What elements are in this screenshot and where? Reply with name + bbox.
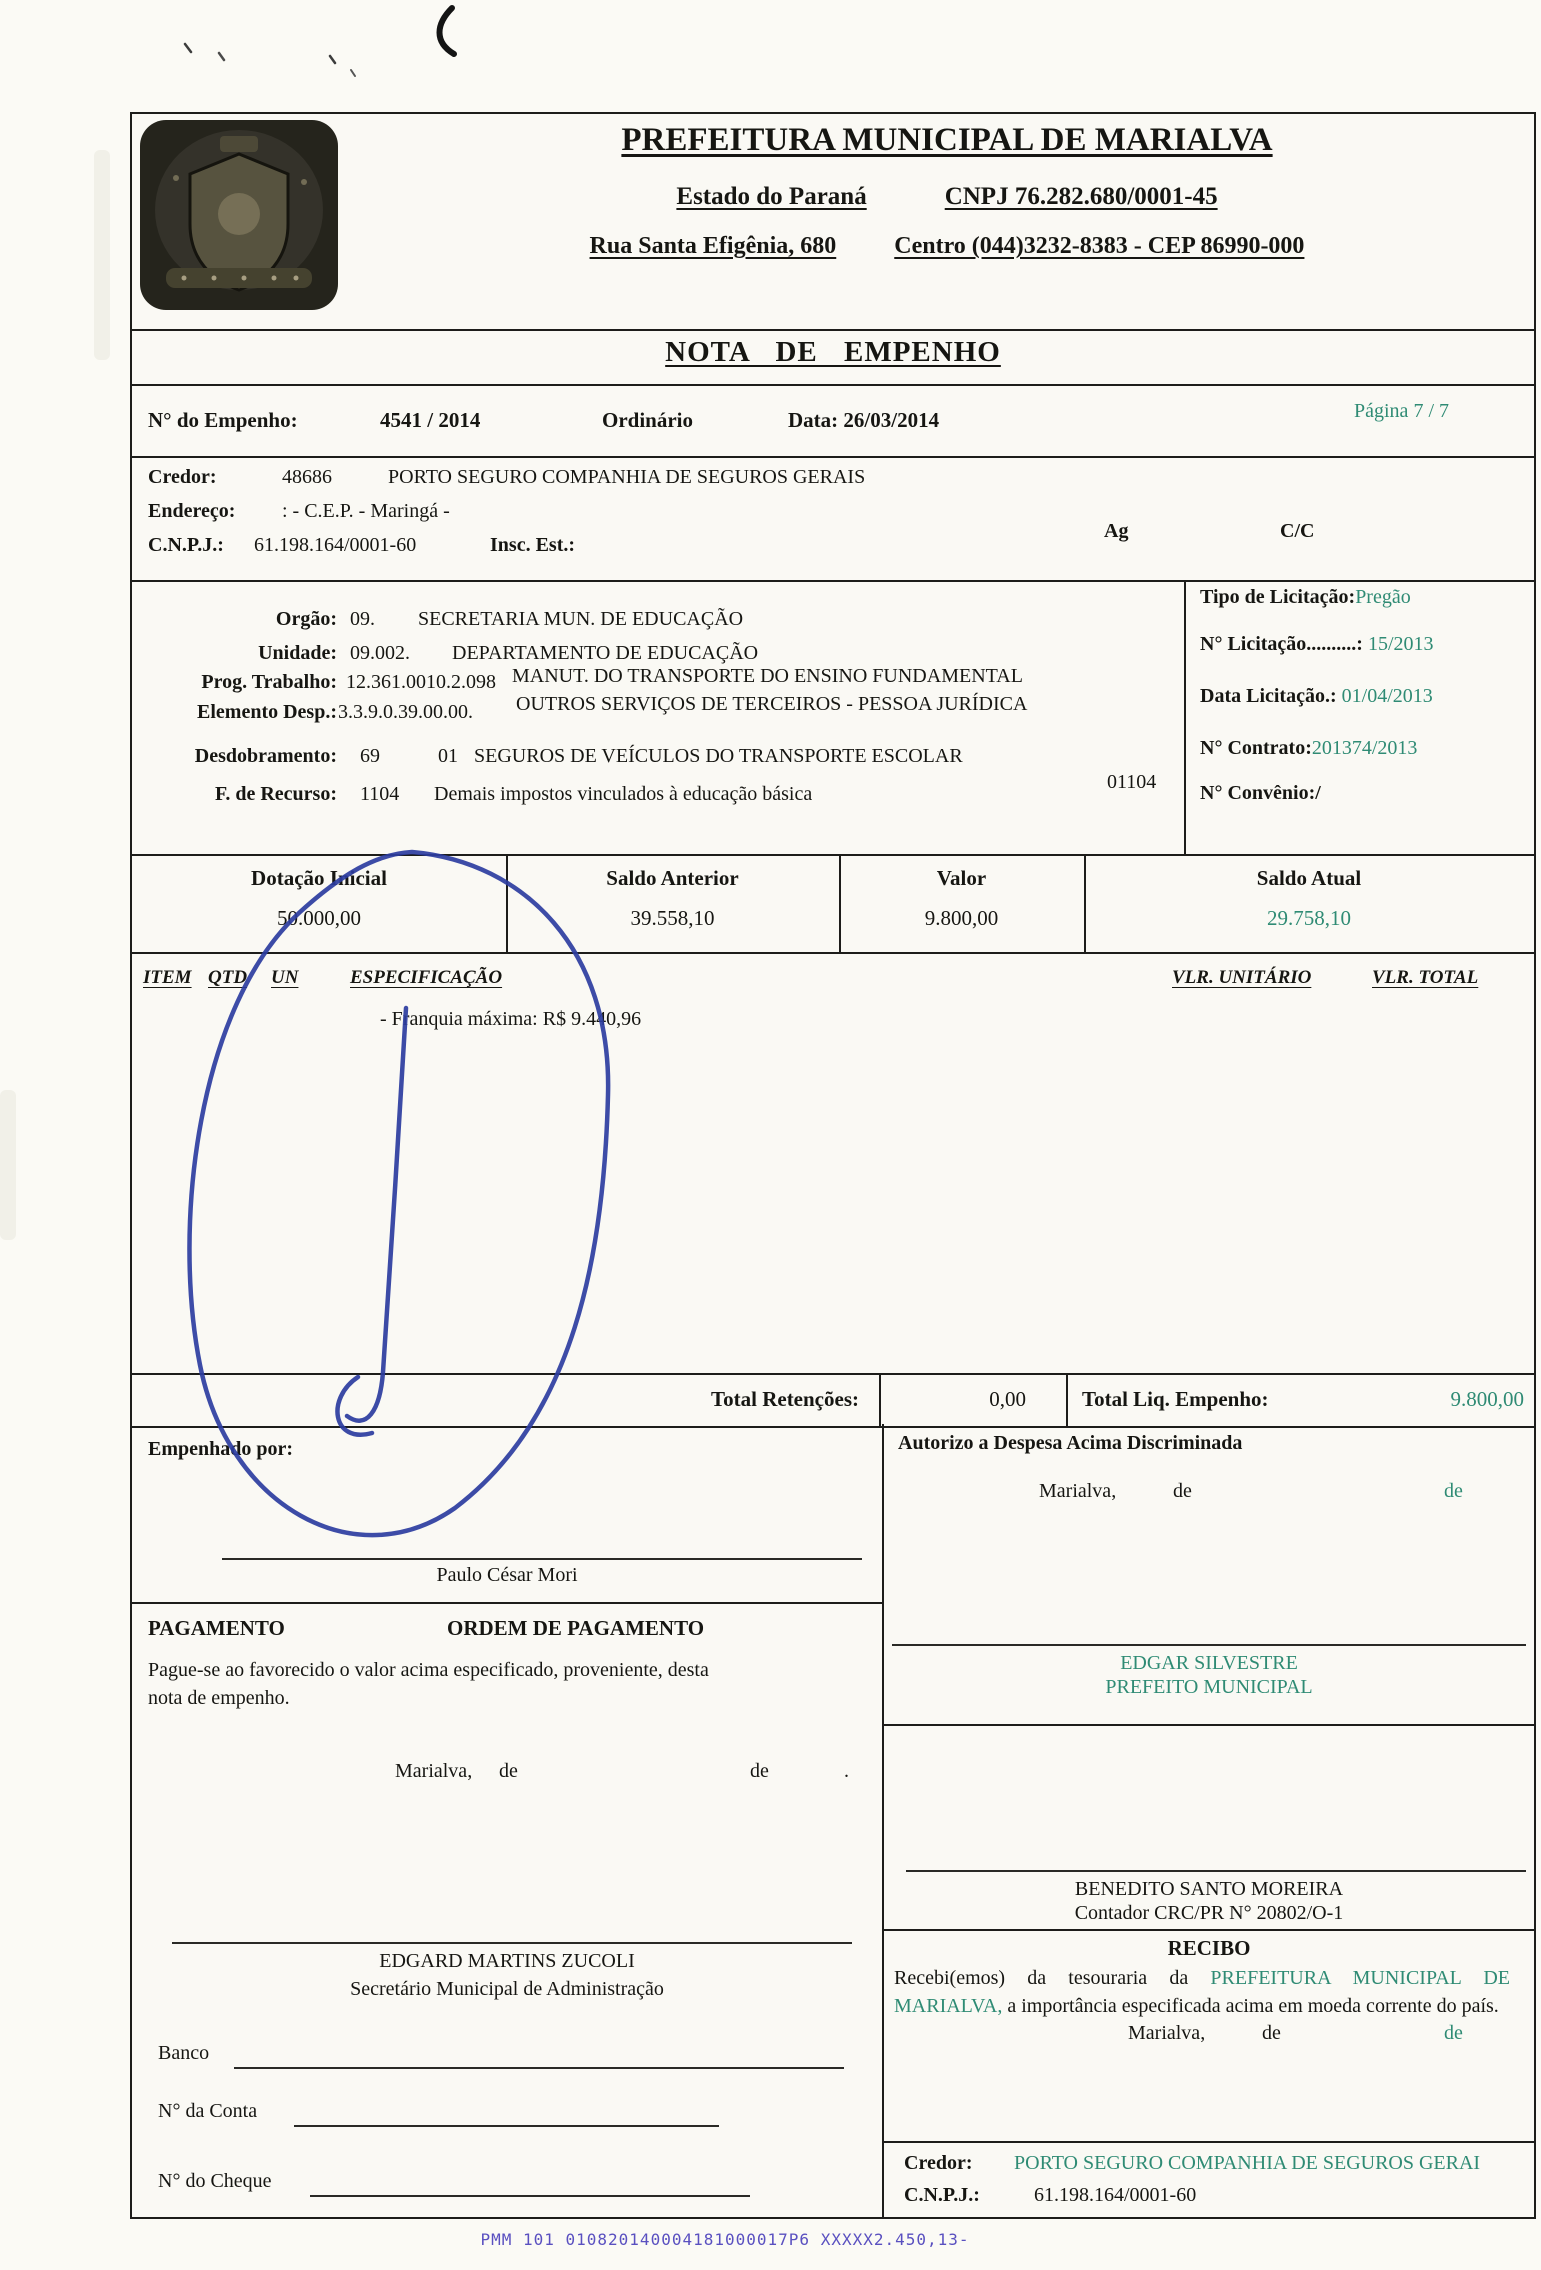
conta-blank-line <box>294 2125 719 2127</box>
credor-footer-value: PORTO SEGURO COMPANHIA DE SEGUROS GERAI <box>1014 2152 1481 2174</box>
contador-top-border <box>884 1724 1534 1726</box>
contrato-value: 201374/2013 <box>1311 737 1418 759</box>
budget-row-desdobramento <box>132 745 1172 775</box>
scan-smudge <box>0 1090 16 1240</box>
autorizo-title: Autorizo a Despesa Acima Discriminada <box>898 1432 1243 1454</box>
secretario-name: EDGARD MARTINS ZUCOLI <box>379 1950 635 1972</box>
empenho-number-label: N° do Empenho: <box>148 408 298 432</box>
prefeito-title: PREFEITO MUNICIPAL <box>1105 1676 1313 1698</box>
empenhado-name: Paulo César Mori <box>436 1564 578 1586</box>
document-frame <box>130 112 1536 2219</box>
budget-row-elemento <box>132 693 1172 731</box>
totals-row <box>132 1373 1534 1428</box>
agencia-label: Ag <box>1104 520 1129 542</box>
prefeito-name: EDGAR SILVESTRE <box>1120 1652 1298 1674</box>
licitacao-tipo-value: Pregão <box>1355 586 1411 608</box>
empenho-number-value: 4541 / 2014 <box>380 408 481 432</box>
recibo-text-pre: Recebi(emos) da tesouraria da <box>894 1967 1211 1989</box>
letterhead <box>372 122 1522 260</box>
secretario-title: Secretário Municipal de Administração <box>350 1978 664 2000</box>
empenho-date: Data: 26/03/2014 <box>788 408 940 432</box>
licitacao-data-value: 01/04/2013 <box>1341 685 1433 707</box>
scan-smudge <box>94 150 110 360</box>
total-liq-label: Total Liq. Empenho: <box>1082 1387 1269 1411</box>
prefeito-signature-line <box>892 1644 1526 1646</box>
cnpj-label: C.N.P.J.: <box>148 534 224 556</box>
licitacao-tipo-row <box>1200 586 1411 609</box>
city-phone-cep: Centro (044)3232-8383 - CEP 86990-000 <box>894 233 1305 259</box>
contador-title: Contador CRC/PR N° 20802/O-1 <box>1074 1902 1344 1924</box>
recibo-text <box>894 1964 1510 2020</box>
empenhado-por-label: Empenhado por: <box>148 1438 294 1460</box>
municipality-title-text: PREFEITURA MUNICIPAL DE MARIALVA <box>621 122 1273 158</box>
credor-code: 48686 <box>282 466 332 488</box>
ordem-pagamento-title: ORDEM DE PAGAMENTO <box>447 1616 705 1640</box>
banco-blank-line <box>234 2067 844 2069</box>
licitacao-tipo-label: Tipo de Licitação: <box>1200 586 1356 608</box>
budget-desc: Demais impostos vinculados à educação básica <box>434 783 813 805</box>
doc-title: NOTA DE EMPENHO <box>665 336 1001 368</box>
budget-code2: 01 <box>438 745 458 767</box>
item-franquia-note: - Franquia máxima: R$ 9.440,96 <box>380 1008 642 1030</box>
budget-label: Prog. Trabalho: <box>201 671 337 693</box>
credor-name: PORTO SEGURO COMPANHIA DE SEGUROS GERAIS <box>388 466 866 488</box>
budget-code: 69 <box>360 745 380 767</box>
credor-label: Credor: <box>148 466 217 488</box>
credor-footer-label: Credor: <box>904 2152 973 2174</box>
budget-desc: SEGUROS DE VEÍCULOS DO TRANSPORTE ESCOLAR <box>474 745 963 767</box>
contador-name: BENEDITO SANTO MOREIRA <box>1074 1878 1344 1900</box>
letterhead-line2 <box>372 183 1522 211</box>
endereco-label: Endereço: <box>148 500 236 522</box>
bottom-left-column <box>132 1424 884 2217</box>
dot-mark: . <box>844 1760 849 1782</box>
header-section <box>132 114 1534 384</box>
de-word: de <box>1262 2022 1281 2044</box>
amounts-value-saldo-atual: 29.758,10 <box>1267 906 1351 930</box>
budget-desc: DEPARTAMENTO DE EDUCAÇÃO <box>452 642 759 664</box>
items-col-vlr-total: VLR. TOTAL <box>1372 967 1479 988</box>
empenho-type: Ordinário <box>602 408 694 432</box>
totals-divider <box>1066 1375 1068 1426</box>
page-value: 7 / 7 <box>1413 400 1449 422</box>
de-word: de <box>1173 1480 1192 1502</box>
state-label: Estado do Paraná <box>676 183 867 210</box>
licitacao-num-value: 15/2013 <box>1367 633 1434 655</box>
recibo-text-post: a importância especificada acima em moeda corrente do país. <box>1002 1995 1499 2017</box>
items-col-qtd: QTD <box>208 967 248 988</box>
contrato-label: N° Contrato: <box>1200 737 1312 759</box>
pagamento-top-border <box>132 1602 882 1604</box>
amounts-header-saldo-anterior: Saldo Anterior <box>606 866 739 890</box>
pen-marks <box>150 0 570 100</box>
insc-est-label: Insc. Est.: <box>490 534 576 556</box>
num-conta-label: N° da Conta <box>158 2100 258 2122</box>
amounts-value-valor: 9.800,00 <box>924 906 999 930</box>
conta-corrente-label: C/C <box>1280 520 1315 542</box>
items-col-especificacao: ESPECIFICAÇÃO <box>350 967 503 988</box>
banco-label: Banco <box>158 2042 210 2064</box>
contrato-row <box>1200 737 1417 760</box>
credor-footer-border <box>884 2141 1534 2143</box>
budget-row-orgao <box>132 608 1172 638</box>
budget-code: 3.3.9.0.39.00.00. <box>338 701 473 723</box>
bottom-section <box>132 1424 1534 2217</box>
recibo-text-highlight: PREFEITURA MUNICIPAL DE MARIALVA, <box>894 1967 1510 2017</box>
cnpj-footer-label: C.N.P.J.: <box>904 2184 980 2206</box>
total-liq-value: 9.800,00 <box>1450 1387 1524 1411</box>
amounts-header-saldo-atual: Saldo Atual <box>1256 866 1362 890</box>
page-indicator <box>1354 400 1449 423</box>
budget-code: 09.002. <box>350 642 410 664</box>
bottom-right-column <box>884 1424 1534 2217</box>
budget-label: Orgão: <box>275 608 337 630</box>
items-col-item: ITEM <box>143 967 192 988</box>
convenio-label: N° Convênio:/ <box>1200 782 1321 804</box>
items-col-un: UN <box>271 967 299 988</box>
budget-desc: OUTROS SERVIÇOS DE TERCEIROS - PESSOA JURÍDICA <box>516 693 1028 715</box>
budget-code: 12.361.0010.2.098 <box>346 671 496 693</box>
budget-label: F. de Recurso: <box>214 783 337 805</box>
street-address: Rua Santa Efigênia, 680 <box>589 233 837 259</box>
de-word: de <box>499 1760 518 1782</box>
num-cheque-label: N° do Cheque <box>158 2170 272 2192</box>
budget-label: Unidade: <box>258 642 337 664</box>
total-retencoes-label: Total Retenções: <box>711 1387 859 1411</box>
amounts-value-dotacao: 50.000,00 <box>277 906 361 930</box>
licitacao-data-row <box>1200 685 1433 708</box>
items-col-vlr-unitario: VLR. UNITÁRIO <box>1172 967 1312 988</box>
secretario-signature-line <box>172 1942 852 1944</box>
city-word: Marialva, <box>395 1760 473 1782</box>
budget-desc: MANUT. DO TRANSPORTE DO ENSINO FUNDAMENTAL <box>512 665 1023 687</box>
pagamento-text: Pague-se ao favorecido o valor acima especificado, proveniente, desta nota de empenho. <box>148 1659 709 1709</box>
de-word: de <box>1444 2022 1463 2044</box>
de-word: de <box>1444 1480 1463 1502</box>
doc-title-band <box>132 336 1534 369</box>
municipality-title <box>372 122 1522 159</box>
amounts-table <box>132 854 1534 954</box>
budget-code: 09. <box>350 608 375 630</box>
contador-signature-line <box>906 1870 1526 1872</box>
licitacao-num-row <box>1200 633 1434 656</box>
budget-label: Elemento Desp.: <box>197 701 337 723</box>
municipal-coat-of-arms-logo <box>136 118 342 314</box>
items-section <box>132 950 1534 1373</box>
licitacao-data-label: Data Licitação.: <box>1200 685 1337 707</box>
credor-section <box>132 454 1534 582</box>
amounts-header-dotacao: Dotação Inicial <box>251 866 387 890</box>
recibo-top-border <box>884 1929 1534 1931</box>
budget-row-recurso <box>132 771 1172 813</box>
recibo-title: RECIBO <box>1167 1936 1251 1960</box>
total-retencoes-value: 0,00 <box>989 1387 1026 1411</box>
dot-matrix-footer <box>0 2230 1450 2250</box>
empenho-row <box>132 384 1534 458</box>
header-divider <box>132 329 1534 331</box>
budget-extra-code: 01104 <box>1107 771 1157 793</box>
amounts-value-saldo-anterior: 39.558,10 <box>630 906 715 930</box>
convenio-row <box>1200 782 1321 805</box>
endereco-value: : - C.E.P. - Maringá - <box>282 500 450 522</box>
budget-label: Desdobramento: <box>194 745 337 767</box>
budget-desc: SECRETARIA MUN. DE EDUCAÇÃO <box>418 608 744 630</box>
dot-matrix-code: PMM 101 010820140004181000017P6 XXXXX2.450,13- <box>480 2230 970 2249</box>
city-word: Marialva, <box>1128 2022 1206 2044</box>
city-word: Marialva, <box>1039 1480 1117 1502</box>
amounts-header-valor: Valor <box>936 866 987 890</box>
licitacao-num-label: N° Licitação..........: <box>1200 633 1363 655</box>
pagamento-title: PAGAMENTO <box>148 1616 285 1640</box>
de-word: de <box>750 1760 769 1782</box>
budget-section <box>132 580 1534 854</box>
cheque-blank-line <box>310 2195 750 2197</box>
page-label: Página <box>1354 400 1409 422</box>
cnpj-label: CNPJ 76.282.680/0001-45 <box>944 183 1218 210</box>
cnpj-footer-value: 61.198.164/0001-60 <box>1034 2184 1197 2206</box>
letterhead-line3 <box>372 233 1522 260</box>
budget-code: 1104 <box>360 783 400 805</box>
empenhado-signature-line <box>222 1558 862 1560</box>
licitacao-panel <box>1184 580 1536 854</box>
cnpj-value: 61.198.164/0001-60 <box>254 534 417 556</box>
